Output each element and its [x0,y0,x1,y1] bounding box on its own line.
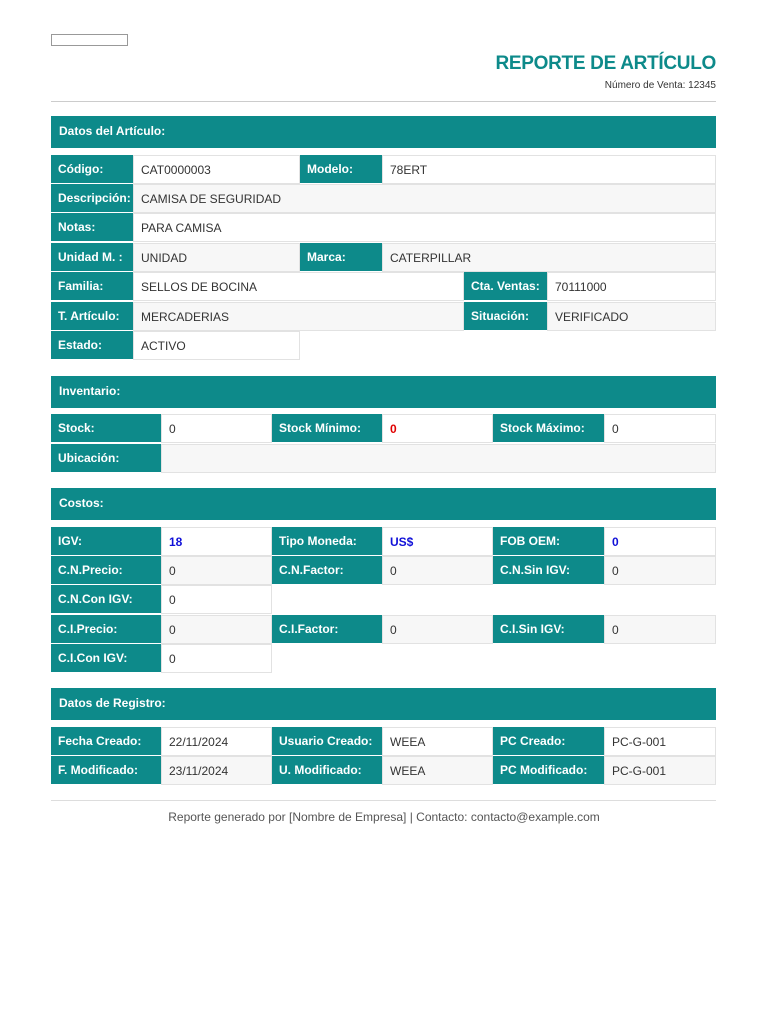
ci-con-igv-value: 0 [161,644,272,673]
report-title: REPORTE DE ARTÍCULO [495,53,716,74]
tipo-moneda-value: US$ [382,527,493,556]
pc-creado-label: PC Creado: [493,727,604,756]
section-heading-articulo: Datos del Artículo: [51,116,716,148]
fecha-modificado-label: F. Modificado: [51,756,161,785]
modelo-label: Modelo: [300,155,382,184]
notas-value: PARA CAMISA [133,213,716,242]
section-heading-registro: Datos de Registro: [51,688,716,720]
pc-modificado-value: PC-G-001 [604,756,716,785]
estado-label: Estado: [51,331,133,360]
fecha-creado-value: 22/11/2024 [161,727,272,756]
ci-precio-value: 0 [161,615,272,644]
cn-con-igv-label: C.N.Con IGV: [51,585,161,614]
familia-value: SELLOS DE BOCINA [133,272,464,301]
usuario-creado-value: WEEA [382,727,493,756]
ci-factor-label: C.I.Factor: [272,615,382,644]
sale-number: Número de Venta: 12345 [604,80,716,91]
ci-precio-label: C.I.Precio: [51,615,161,644]
pc-creado-value: PC-G-001 [604,727,716,756]
footer-divider [51,800,716,801]
cn-con-igv-value: 0 [161,585,272,614]
usuario-creado-label: Usuario Creado: [272,727,382,756]
ci-con-igv-label: C.I.Con IGV: [51,644,161,673]
header-divider [51,101,716,102]
fob-oem-value: 0 [604,527,716,556]
modelo-value: 78ERT [382,155,716,184]
igv-label: IGV: [51,527,161,556]
unidad-value: UNIDAD [133,243,300,272]
stock-label: Stock: [51,414,161,443]
situacion-label: Situación: [464,302,547,331]
ci-sin-igv-label: C.I.Sin IGV: [493,615,604,644]
marca-value: CATERPILLAR [382,243,716,272]
marca-label: Marca: [300,243,382,272]
fob-oem-label: FOB OEM: [493,527,604,556]
section-heading-costos: Costos: [51,488,716,520]
cn-sin-igv-value: 0 [604,556,716,585]
cn-factor-label: C.N.Factor: [272,556,382,585]
cn-sin-igv-label: C.N.Sin IGV: [493,556,604,585]
estado-value: ACTIVO [133,331,300,360]
unidad-label: Unidad M. : [51,243,133,272]
company-logo-placeholder [51,34,128,46]
codigo-label: Código: [51,155,133,184]
usuario-modificado-label: U. Modificado: [272,756,382,785]
ci-factor-value: 0 [382,615,493,644]
ubicacion-label: Ubicación: [51,444,161,473]
familia-label: Familia: [51,272,133,301]
cn-precio-value: 0 [161,556,272,585]
tipo-articulo-value: MERCADERIAS [133,302,464,331]
stock-minimo-value: 0 [382,414,493,443]
pc-modificado-label: PC Modificado: [493,756,604,785]
fecha-modificado-value: 23/11/2024 [161,756,272,785]
codigo-value: CAT0000003 [133,155,300,184]
stock-value: 0 [161,414,272,443]
tipo-moneda-label: Tipo Moneda: [272,527,382,556]
fecha-creado-label: Fecha Creado: [51,727,161,756]
usuario-modificado-value: WEEA [382,756,493,785]
ubicacion-value [161,444,716,473]
descripcion-value: CAMISA DE SEGURIDAD [133,184,716,213]
cta-ventas-label: Cta. Ventas: [464,272,547,301]
cn-precio-label: C.N.Precio: [51,556,161,585]
situacion-value: VERIFICADO [547,302,716,331]
report-footer: Reporte generado por [Nombre de Empresa] | Contacto: contacto@example.com [168,810,600,824]
section-heading-inventario: Inventario: [51,376,716,408]
ci-sin-igv-value: 0 [604,615,716,644]
notas-label: Notas: [51,213,133,242]
stock-minimo-label: Stock Mínimo: [272,414,382,443]
cta-ventas-value: 70111000 [547,272,716,301]
cn-factor-value: 0 [382,556,493,585]
descripcion-label: Descripción: [51,184,133,213]
stock-maximo-label: Stock Máximo: [493,414,604,443]
igv-value: 18 [161,527,272,556]
stock-maximo-value: 0 [604,414,716,443]
tipo-articulo-label: T. Artículo: [51,302,133,331]
